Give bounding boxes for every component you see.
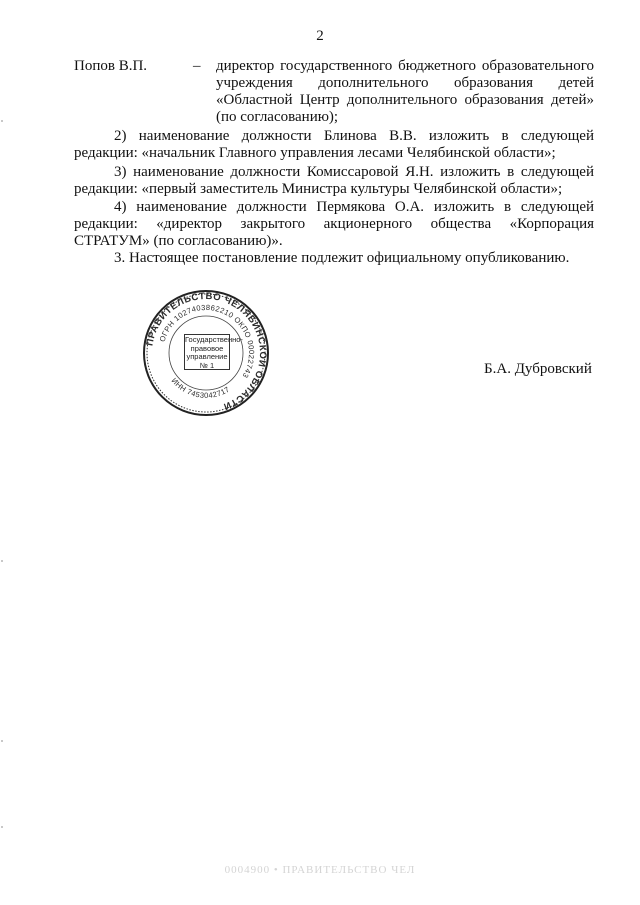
seal-bottom-text: ИНН 7453042717	[169, 376, 232, 400]
paragraph-publication: 3. Настоящее постановление подлежит официальному опубликованию.	[114, 250, 570, 266]
paragraph-item-3: 3) наименование должности Комиссаровой Я.Н. изложить в следующей редакции: «первый заместитель Министра культуры Челябинской области»;	[74, 164, 594, 197]
seal-outer-text: ПРАВИТЕЛЬСТВО ЧЕЛЯБИНСКОЙ ОБЛАСТИ	[144, 290, 269, 412]
page-number: 2	[316, 28, 324, 44]
scan-edge-mark	[1, 826, 3, 828]
seal-inner-text: ОГРН 1027403862210 ОКПО 00022743	[157, 302, 257, 380]
entry-dash: –	[193, 58, 201, 74]
scan-edge-mark	[1, 740, 3, 742]
scan-edge-mark	[1, 120, 3, 122]
seal-center-box	[184, 334, 243, 370]
seal-box-line: № 1	[199, 360, 215, 370]
paragraph-item-4: 4) наименование должности Пермякова О.А. изложить в следующей редакции: «директор закрытого акционерного общества «Корпорация СТРАТУМ» (по согласованию)».	[74, 199, 594, 249]
seal-box-line: Государственно-	[185, 335, 243, 344]
scan-edge-mark	[1, 560, 3, 562]
footer-watermark: 0004900 • ПРАВИТЕЛЬСТВО ЧЕЛ	[224, 864, 416, 876]
entry-name: Попов В.П.	[74, 58, 148, 74]
paragraph-item-2: 2) наименование должности Блинова В.В. изложить в следующей редакции: «начальник Главного управления лесами Челябинской области»;	[74, 128, 594, 161]
svg-text:ИНН 7453042717	[170, 376, 232, 400]
signature-name: Б.А. Дубровский	[484, 361, 592, 377]
entry-description: директор государственного бюджетного образовательного учреждения дополнительного образования детей «Областной Центр дополнительного образования детей» (по согласованию);	[216, 58, 594, 125]
seal-box-line: правовое	[190, 343, 224, 353]
seal-box-line: управление	[186, 352, 228, 361]
